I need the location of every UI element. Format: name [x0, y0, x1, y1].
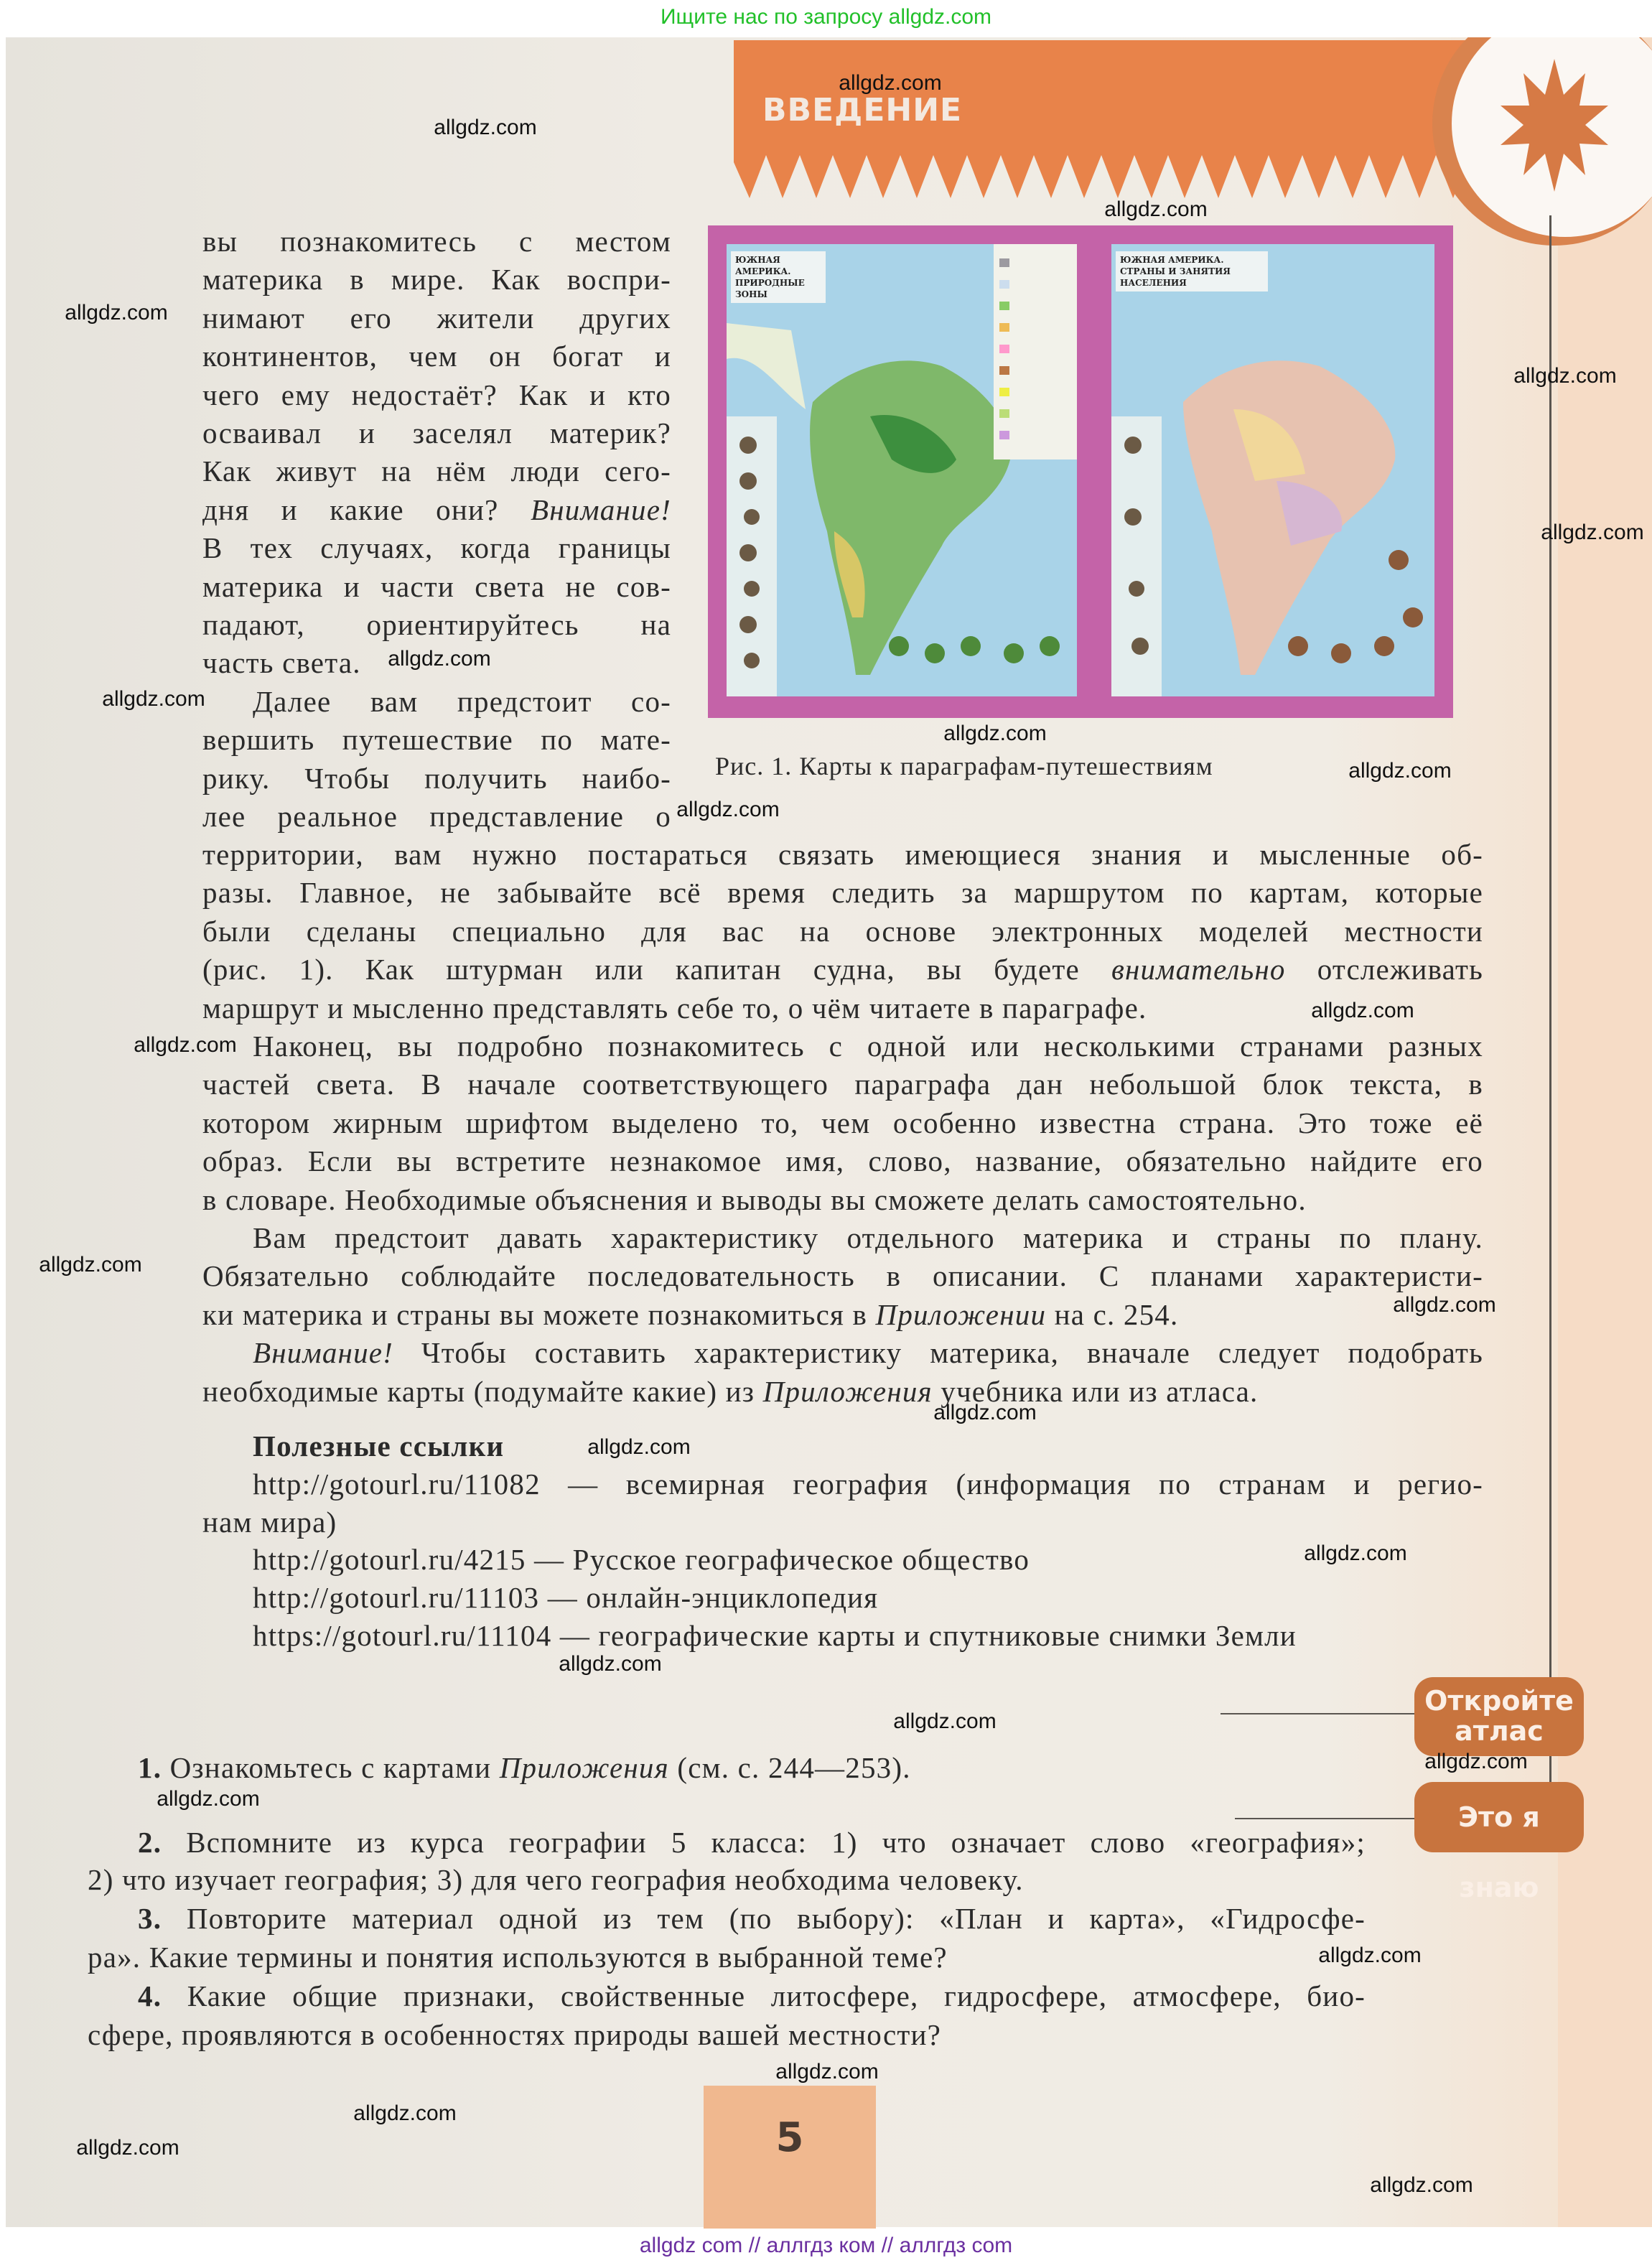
text-segment: Обязательно соблюдайте последовательность в описании. С планами характеристи- [202, 1259, 1483, 1293]
watermark-text: allgdz.com [157, 1787, 260, 1811]
left-column-line [202, 720, 671, 759]
link-line [253, 1540, 1483, 1579]
watermark-text: allgdz.com [65, 301, 168, 325]
map-right-title: ЮЖНАЯ АМЕРИКА. СТРАНЫ И ЗАНЯТИЯ НАСЕЛЕНИЯ [1116, 251, 1268, 291]
text-segment: материка и части света не сов- [202, 569, 671, 603]
watermark-text: allgdz.com [76, 2136, 179, 2160]
text-segment: Какие общие признаки, свойственные литосфере, гидросфере, атмосфере, био- [162, 1979, 1366, 2012]
text-segment: ки материка и страны вы можете познакомиться в [202, 1297, 876, 1331]
left-column-line [202, 222, 671, 261]
page-number: 5 [775, 2114, 804, 2161]
figure-maps [708, 225, 1453, 718]
text-segment: были сделаны специально для вас на основе электронных моделей местности [202, 914, 1483, 948]
text-segment: дня и какие они? [202, 493, 531, 526]
section-title: ВВЕДЕНИЕ [762, 92, 963, 129]
task-line [138, 1823, 1366, 1862]
text-segment: сфере, проявляются в особенностях природы вашей местности? [88, 2018, 941, 2051]
text-segment: Вам предстоит давать характеристику отдельного материка и страны по плану. [253, 1221, 1483, 1254]
left-column-line [202, 260, 671, 299]
task-line [138, 1977, 1366, 2015]
text-segment: вы познакомитесь с местом [202, 225, 671, 258]
text-segment: Наконец, вы подробно познакомитесь с одной или несколькими странами разных [253, 1030, 1483, 1063]
text-segment: образ. Если вы встретите незнакомое имя, слово, название, обязательно найдите его [202, 1144, 1483, 1178]
left-column-line [202, 452, 671, 490]
watermark-text: allgdz.com [1513, 364, 1617, 388]
text-segment: 2. [138, 1826, 162, 1859]
map-countries [1111, 244, 1434, 696]
text-segment: Как живут на нём люди сего- [202, 454, 671, 488]
map-left-title: ЮЖНАЯ АМЕРИКА. ПРИРОДНЫЕ ЗОНЫ [731, 251, 826, 303]
text-segment: 3. [138, 1902, 162, 1935]
text-segment: часть света. [202, 646, 361, 680]
watermark-text: allgdz.com [559, 1652, 662, 1676]
watermark-text: allgdz.com [1104, 197, 1208, 221]
text-segment: маршрут и мысленно представлять себе то, о чём читаете в параграфе. [202, 991, 1147, 1025]
link-line [202, 1503, 1483, 1541]
watermark-text: allgdz.com [1370, 2173, 1473, 2197]
paragraph-line [202, 1103, 1483, 1142]
watermark-text: allgdz.com [134, 1033, 237, 1057]
text-segment: 2) что изучает география; 3) для чего география необходима человеку. [88, 1863, 1024, 1896]
watermark-text: allgdz.com [1304, 1541, 1407, 1565]
watermark-text: allgdz.com [1424, 1750, 1528, 1773]
paragraph-line [202, 1142, 1483, 1180]
left-column-line [202, 375, 671, 414]
paragraph-line [202, 1372, 1483, 1411]
text-segment: 4. [138, 1979, 162, 2012]
i-know-button[interactable]: Это я знаю [1414, 1782, 1584, 1852]
text-segment: Внимание! [253, 1336, 394, 1370]
watermark-text: allgdz.com [1318, 1944, 1422, 1967]
paragraph-line [253, 1218, 1483, 1257]
paragraph-line [202, 1295, 1483, 1334]
paragraph-line [253, 1333, 1483, 1372]
watermark-text: allgdz.com [775, 2060, 879, 2084]
watermark-text: allgdz.com [102, 687, 205, 711]
bottom-banner: allgdz com // аллгдз ком // аллгдз com [0, 2229, 1652, 2263]
task-line [88, 1860, 1366, 1899]
watermark-text: allgdz.com [933, 1401, 1037, 1424]
open-atlas-button[interactable]: Откройте атлас [1414, 1677, 1584, 1756]
task-line [138, 1748, 1366, 1787]
divider-line [1235, 1818, 1416, 1819]
text-segment: материка в мире. Как воспри- [202, 263, 671, 297]
text-segment: Повторите материал одной из тем (по выбору): «План и карта», «Гидросфе- [162, 1902, 1366, 1935]
link-line [253, 1427, 1483, 1465]
task-line [138, 1899, 1366, 1938]
watermark-text: allgdz.com [893, 1709, 997, 1733]
text-segment: разы. Главное, не забывайте всё время следить за маршрутом по картам, которые [202, 876, 1483, 910]
text-segment: вершить путешествие по мате- [202, 723, 671, 757]
watermark-text: allgdz.com [587, 1435, 691, 1459]
text-segment: ра». Какие термины и понятия используются в выбранной теме? [88, 1941, 948, 1974]
text-segment: Полезные ссылки [253, 1429, 505, 1462]
watermark-text: allgdz.com [1311, 999, 1414, 1022]
left-column-line [202, 605, 671, 644]
watermark-text: allgdz.com [943, 722, 1047, 745]
left-column-line [202, 414, 671, 452]
left-column-line [202, 567, 671, 606]
watermark-text: allgdz.com [353, 2101, 457, 2125]
link-text[interactable]: http://gotourl.ru/4215 — Русское географическое общество [253, 1543, 1030, 1577]
watermark-text: allgdz.com [1393, 1293, 1496, 1317]
text-segment: учебника или из атласа. [932, 1374, 1259, 1408]
text-segment: частей света. В начале соответствующего параграфа дан небольшой блок текста, в [202, 1068, 1483, 1101]
paragraph-line [202, 1180, 1483, 1219]
left-column-line [202, 299, 671, 337]
text-segment: лее реальное представление о [202, 800, 671, 833]
watermark-text: allgdz.com [839, 71, 942, 95]
text-segment: падают, ориентируйтесь на [202, 608, 671, 641]
star-emblem-icon [1429, 37, 1652, 267]
left-column-line [202, 528, 671, 567]
paragraph-line [202, 1256, 1483, 1295]
text-segment: Приложения [499, 1751, 669, 1784]
map-natural-zones [727, 244, 1077, 696]
text-segment: чего ему недостаёт? Как и кто [202, 378, 671, 411]
left-column-line [202, 759, 671, 798]
text-segment: отслеживать [1285, 953, 1483, 986]
figure-caption: Рис. 1. Карты к параграфам-путешествиям [715, 752, 1213, 780]
text-segment: (см. с. 244—253). [668, 1751, 911, 1784]
text-segment: рику. Чтобы получить наибо- [202, 761, 671, 795]
watermark-text: allgdz.com [1541, 521, 1644, 544]
text-segment: континентов, чем он богат и [202, 340, 671, 373]
margin-rule [1549, 215, 1551, 1816]
link-line [253, 1578, 1483, 1617]
text-segment: Приложении [875, 1297, 1047, 1331]
text-segment: на с. 254. [1046, 1297, 1179, 1331]
top-banner: Ищите нас по запросу allgdz.com [0, 0, 1652, 36]
left-column-line [202, 490, 671, 529]
watermark-text: allgdz.com [388, 647, 491, 671]
text-segment: Чтобы составить характеристику материка, вначале следует подобрать [393, 1336, 1483, 1370]
watermark-text: allgdz.com [434, 116, 537, 139]
text-segment: 1. [138, 1751, 162, 1784]
link-line [253, 1465, 1483, 1503]
text-segment: (рис. 1). Как штурман или капитан судна, вы будете [202, 953, 1111, 986]
text-segment: Вспомните из курса географии 5 класса: 1) что означает слово «география»; [162, 1826, 1366, 1859]
text-segment: необходимые карты (подумайте какие) из [202, 1374, 763, 1408]
text-segment: в словаре. Необходимые объяснения и выводы вы сможете делать самостоятельно. [202, 1182, 1307, 1216]
text-segment: котором жирным шрифтом выделено то, чем особенно известна страна. Это тоже её [202, 1106, 1483, 1139]
paragraph-line [253, 1027, 1483, 1065]
paragraph-line [202, 835, 1483, 874]
link-text[interactable]: https://gotourl.ru/11104 — географические карты и спутниковые снимки Земли [253, 1619, 1297, 1652]
watermark-text: allgdz.com [676, 798, 780, 821]
text-segment: Приложения [762, 1374, 933, 1408]
text-segment: В тех случаях, когда границы [202, 531, 671, 565]
paragraph-line [202, 912, 1483, 951]
paragraph-line [202, 873, 1483, 912]
text-segment: нимают его жители других [202, 301, 671, 335]
divider-line [1221, 1713, 1416, 1714]
text-segment: Ознакомьтесь с картами [162, 1751, 500, 1784]
text-segment: внимательно [1111, 953, 1286, 986]
watermark-text: allgdz.com [1348, 759, 1452, 783]
text-segment: осваивал и заселял материк? [202, 416, 671, 449]
page-number-box [704, 2086, 876, 2229]
paragraph-line [202, 1065, 1483, 1103]
link-text[interactable]: http://gotourl.ru/11103 — онлайн-энциклопедия [253, 1581, 879, 1615]
link-text[interactable]: http://gotourl.ru/11082 — всемирная география (информация по странам и регио- [253, 1467, 1483, 1501]
text-segment: Далее вам предстоит со- [253, 684, 671, 718]
left-column-line [202, 337, 671, 375]
task-line [88, 1938, 1366, 1977]
text-segment: Внимание! [530, 493, 671, 526]
link-line [253, 1616, 1483, 1655]
paragraph-line [202, 989, 1483, 1027]
paragraph-line [202, 950, 1483, 989]
left-column-line [253, 682, 671, 721]
text-segment: нам мира) [202, 1505, 337, 1539]
left-column-line [202, 797, 671, 836]
watermark-text: allgdz.com [39, 1253, 142, 1277]
text-segment: территории, вам нужно постараться связать имеющиеся знания и мысленные об- [202, 838, 1483, 871]
task-line [88, 2015, 1366, 2054]
